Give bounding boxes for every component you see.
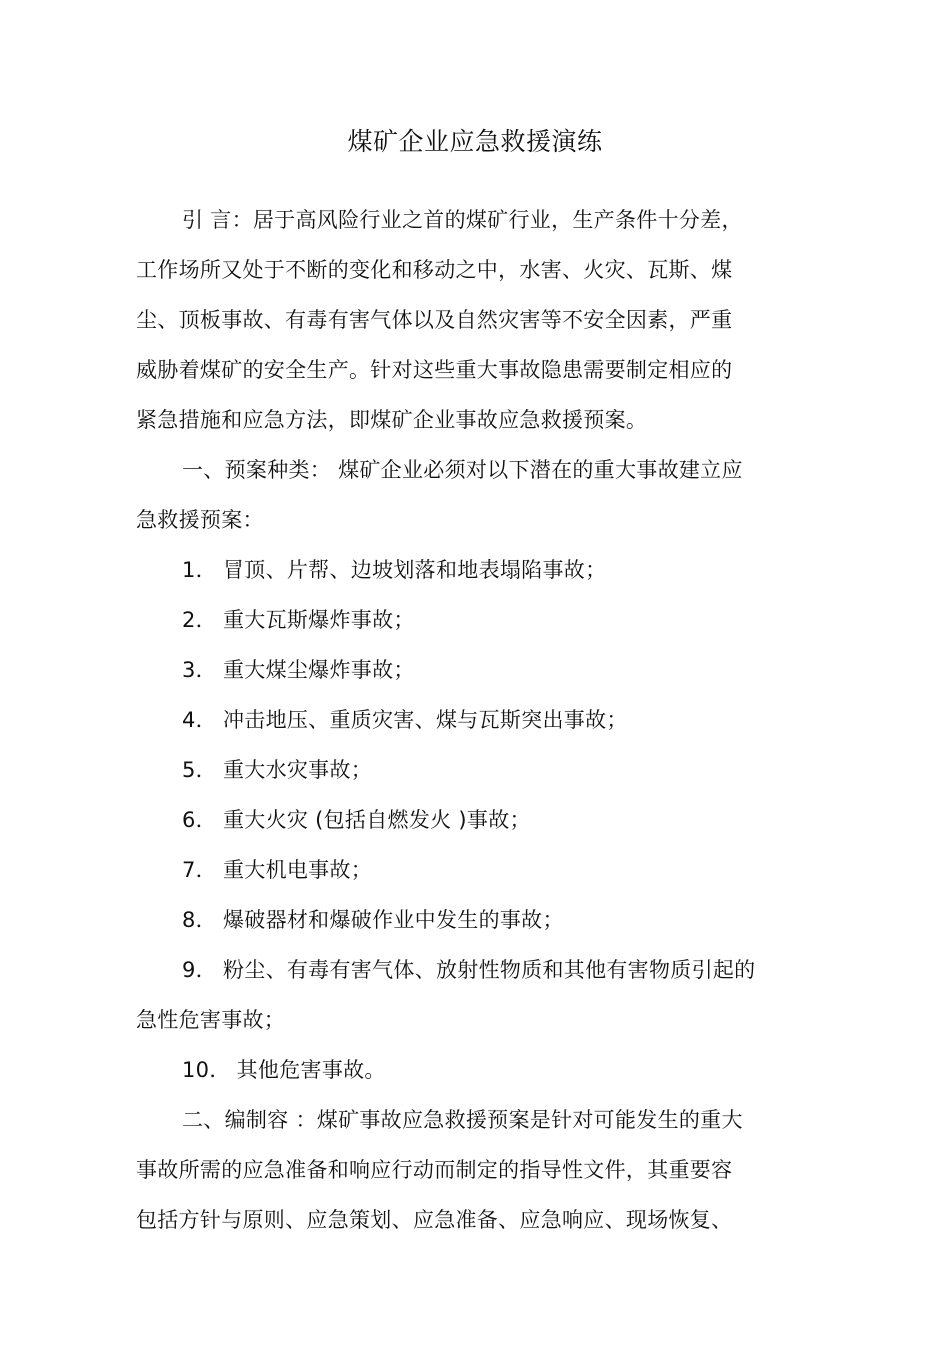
list-item [136, 895, 776, 945]
section-line: 一、预案种类： 煤矿企业必须对以下潜在的重大事故建立应 [182, 458, 743, 482]
list-item-number: 1． [182, 558, 217, 582]
list-item-text: 爆破器材和爆破作业中发生的事故； [222, 908, 564, 932]
list-item-text: 冒顶、片帮、边坡划落和地表塌陷事故； [222, 558, 607, 582]
list-item-number: 7． [182, 858, 217, 882]
list-item-text: 重大火灾 (包括自燃发火 )事故； [222, 808, 531, 832]
list-item-continuation: 急性危害事故； [136, 1008, 286, 1032]
list-item-number: 9． [182, 958, 217, 982]
list-item-text: 冲击地压、重质灾害、煤与瓦斯突出事故； [222, 708, 628, 732]
list-item-text: 重大瓦斯爆炸事故； [222, 608, 415, 632]
list-item [136, 695, 776, 745]
list-item-number: 6． [182, 808, 217, 832]
list-item-text: 粉尘、有毒有害气体、放射性物质和其他有害物质引起的 [222, 958, 756, 982]
document-title: 煤矿企业应急救援演练 [347, 127, 603, 156]
section-plan-types [136, 445, 776, 545]
intro-line: 工作场所又处于不断的变化和移动之中，水害、火灾、瓦斯、煤 [136, 258, 733, 282]
list-item-number: 2． [182, 608, 217, 632]
section-line: 包括方针与原则、应急策划、应急准备、应急响应、现场恢复、 [136, 1208, 733, 1232]
list-item-number: 8． [182, 908, 217, 932]
section-line: 急救援预案： [136, 508, 264, 532]
list-item [136, 545, 776, 595]
list-item-text: 其他危害事故。 [236, 1058, 386, 1082]
list-item-number: 10． [182, 1058, 231, 1082]
section-contents [136, 1095, 776, 1245]
intro-line: 引 言：居于高风险行业之首的煤矿行业，生产条件十分差， [182, 208, 743, 232]
intro-paragraph [136, 195, 776, 445]
list-item [136, 595, 776, 645]
intro-line: 紧急措施和应急方法，即煤矿企业事故应急救援预案。 [136, 408, 648, 432]
list-item [136, 645, 776, 695]
list-item-text: 重大煤尘爆炸事故； [222, 658, 415, 682]
intro-line: 威胁着煤矿的安全生产。针对这些重大事故隐患需要制定相应的 [136, 358, 733, 382]
section-line: 事故所需的应急准备和响应行动而制定的指导性文件，其重要容 [136, 1158, 733, 1182]
list-item [136, 945, 776, 995]
section-line: 二、编制容 ：煤矿事故应急救援预案是针对可能发生的重大 [182, 1108, 743, 1132]
list-item-number: 3． [182, 658, 217, 682]
list-item [136, 795, 776, 845]
intro-line: 尘、顶板事故、有毒有害气体以及自然灾害等不安全因素，严重 [136, 308, 733, 332]
list-item-number: 4． [182, 708, 217, 732]
list-item [136, 845, 776, 895]
list-item [136, 745, 776, 795]
accident-list [136, 545, 776, 1095]
list-item-text: 重大水灾事故； [222, 758, 373, 782]
document-body [136, 195, 776, 1245]
list-item-text: 重大机电事故； [222, 858, 373, 882]
list-item [136, 1045, 776, 1095]
list-item-number: 5． [182, 758, 217, 782]
